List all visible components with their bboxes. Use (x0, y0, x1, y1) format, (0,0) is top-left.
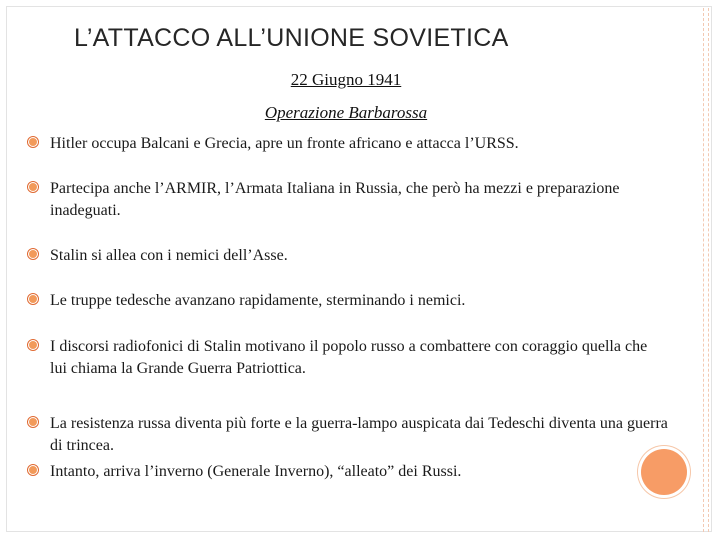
bullet-icon (28, 417, 38, 427)
bullet-item (28, 245, 668, 267)
bullet-text: La resistenza russa diventa più forte e la guerra-lampo auspicata dai Tedeschi diventa una guerra di trincea. (50, 415, 668, 454)
bullet-icon (28, 465, 38, 475)
bullet-item (28, 290, 668, 312)
orange-circle-icon (641, 449, 687, 495)
bullet-icon (28, 249, 38, 259)
bullet-text: I discorsi radiofonici di Stalin motivano il popolo russo a combattere con coraggio quella che lui chiama la Grande Guerra Patriottica. (50, 338, 648, 377)
bullet-text: Stalin si allea con i nemici dell’Asse. (50, 247, 288, 264)
operation-name: Operazione Barbarossa (264, 103, 428, 122)
bullet-icon (28, 137, 38, 147)
bullet-text: Intanto, arriva l’inverno (Generale Inverno), “alleato” dei Russi. (50, 463, 462, 480)
bullet-icon (28, 294, 38, 304)
bullet-text: Hitler occupa Balcani e Grecia, apre un fronte africano e attacca l’URSS. (50, 135, 519, 152)
bullet-text: Partecipa anche l’ARMIR, l’Armata Italiana in Russia, che però ha mezzi e preparazione inadeguati. (50, 180, 620, 219)
bullet-item (28, 178, 668, 222)
slide-title: L’ATTACCO ALL’UNIONE SOVIETICA (74, 24, 509, 52)
bullet-icon (28, 182, 38, 192)
bullet-item (28, 133, 668, 155)
slide-date: 22 Giugno 1941 (290, 70, 402, 89)
bullet-text: Le truppe tedesche avanzano rapidamente, sterminando i nemici. (50, 292, 466, 309)
bullet-item (28, 461, 668, 483)
bullet-item (28, 413, 668, 457)
bullet-icon (28, 340, 38, 350)
bullet-item (28, 336, 668, 380)
